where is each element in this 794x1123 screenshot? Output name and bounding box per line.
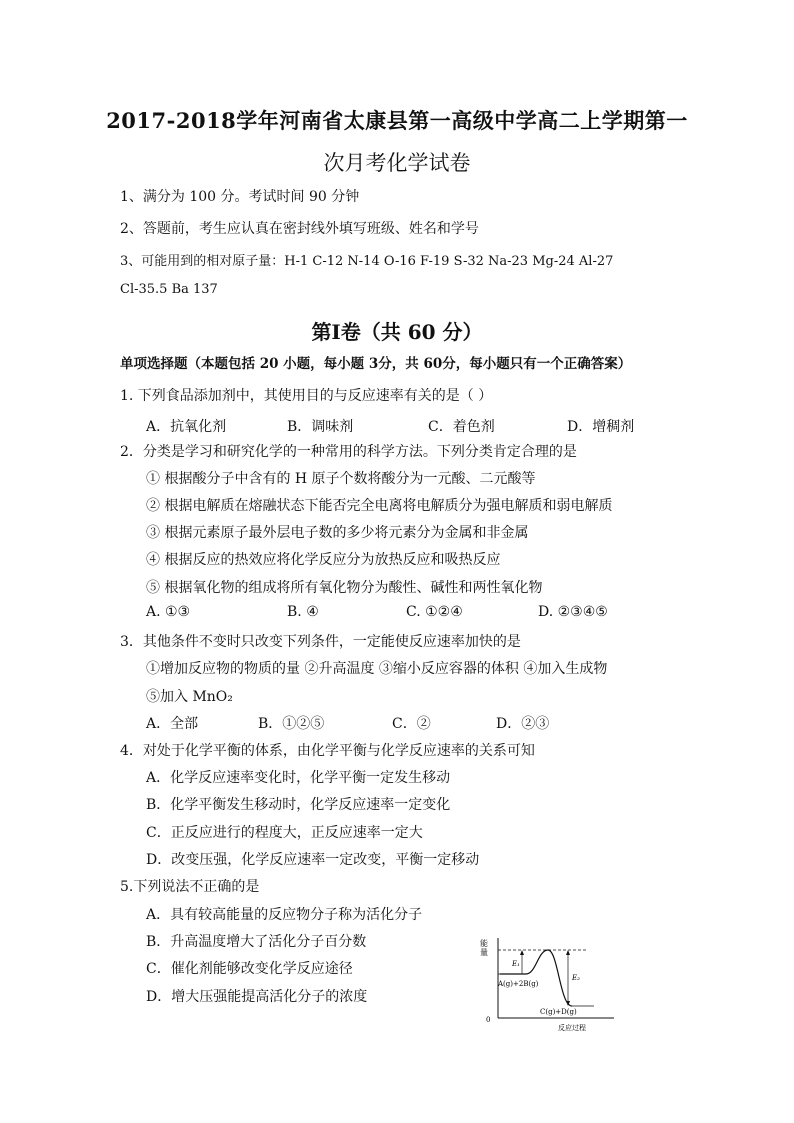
origin-label: 0: [486, 1016, 491, 1024]
energy-curve: [500, 950, 572, 1006]
question-3-item-1: ①增加反应物的物质的量 ②升高温度 ③缩小反应容器的体积 ④加入生成物: [146, 661, 608, 677]
question-1-option-c: C．着色剂: [428, 419, 495, 435]
energy-profile-figure: [478, 934, 618, 1034]
note-1: 1、满分为 100 分。考试时间 90 分钟: [120, 189, 360, 205]
note-2: 2、答题前，考生应认真在密封线外填写班级、姓名和学号: [120, 221, 479, 237]
exam-title-line1: 2017-2018学年河南省太康县第一高级中学高二上学期第一: [106, 108, 688, 133]
e1-arrowhead: [520, 950, 524, 955]
y-axis-label-1: 能: [480, 939, 488, 948]
question-3-option-d: D．②③: [496, 716, 550, 732]
reactants-label: A(g)+2B(g): [498, 980, 539, 988]
question-5-option-d: D．增大压强能提高活化分子的浓度: [146, 989, 368, 1005]
question-4-option-a: A．化学反应速率变化时，化学平衡一定发生移动: [146, 770, 451, 786]
exam-title-line2: 次月考化学试卷: [323, 151, 471, 175]
section-description: 单项选择题（本题包括 20 小题，每小题 3分，共 60分，每小题只有一个正确答案）: [120, 356, 632, 372]
question-2-option-c: C. ①②④: [406, 604, 463, 620]
section-title: 第Ⅰ卷（共 60 分）: [311, 320, 483, 344]
question-2-item-3: ③ 根据元素原子最外层电子数的多少将元素分为金属和非金属: [146, 525, 529, 541]
question-2-option-d: D. ②③④⑤: [538, 604, 608, 620]
question-3-stem: 3．其他条件不变时只改变下列条件，一定能使反应速率加快的是: [120, 634, 521, 650]
question-5-option-c: C．催化剂能够改变化学反应途径: [146, 961, 353, 977]
question-2-item-5: ⑤ 根据氧化物的组成将所有氧化物分为酸性、碱性和两性氧化物: [146, 580, 543, 596]
e2-label: E₂: [572, 974, 580, 982]
note-4: Cl-35.5 Ba 137: [120, 282, 218, 297]
question-4-stem: 4．对处于化学平衡的体系，由化学平衡与化学反应速率的关系可知: [120, 743, 535, 759]
question-1-stem: 1. 下列食品添加剂中，其使用目的与反应速率有关的是（ ）: [120, 388, 493, 404]
x-axis-label: 反应过程: [558, 1024, 586, 1032]
question-2-option-a: A. ①③: [146, 604, 191, 620]
question-1-option-d: D．增稠剂: [567, 419, 635, 435]
question-4-option-c: C．正反应进行的程度大，正反应速率一定大: [146, 825, 423, 841]
y-axis-label-2: 量: [480, 948, 488, 957]
question-2-item-2: ② 根据电解质在熔融状态下能否完全电离将电解质分为强电解质和弱电解质: [146, 498, 613, 514]
question-1-option-a: A．抗氧化剂: [146, 419, 227, 435]
question-3-option-b: B．①②⑤: [258, 716, 325, 732]
e1-label: E₁: [512, 960, 520, 968]
products-label: C(g)+D(g): [540, 1008, 577, 1016]
question-2-item-1: ① 根据酸分子中含有的 H 原子个数将酸分为一元酸、二元酸等: [146, 471, 536, 487]
question-1-option-b: B．调味剂: [287, 419, 354, 435]
e2-arrowhead-top: [566, 950, 570, 955]
question-5-option-a: A．具有较高能量的反应物分子称为活化分子: [146, 907, 423, 923]
question-2-option-b: B. ④: [287, 604, 319, 620]
question-3-item-2: ⑤加入 MnO₂: [146, 689, 233, 705]
question-2-stem: 2．分类是学习和研究化学的一种常用的科学方法。下列分类肯定合理的是: [120, 444, 577, 460]
note-3: 3、可能用到的相对原子量：H-1 C-12 N-14 O-16 F-19 S-32 Na-23 Mg-24 Al-27: [120, 254, 614, 269]
question-4-option-d: D．改变压强，化学反应速率一定改变，平衡一定移动: [146, 852, 480, 868]
question-3-option-a: A．全部: [146, 716, 199, 732]
question-2-item-4: ④ 根据反应的热效应将化学反应分为放热反应和吸热反应: [146, 552, 501, 568]
question-5-stem: 5.下列说法不正确的是: [120, 879, 260, 895]
question-4-option-b: B．化学平衡发生移动时，化学反应速率一定变化: [146, 797, 451, 813]
question-5-option-b: B．升高温度增大了活化分子百分数: [146, 934, 367, 950]
question-3-option-c: C．②: [392, 716, 431, 732]
